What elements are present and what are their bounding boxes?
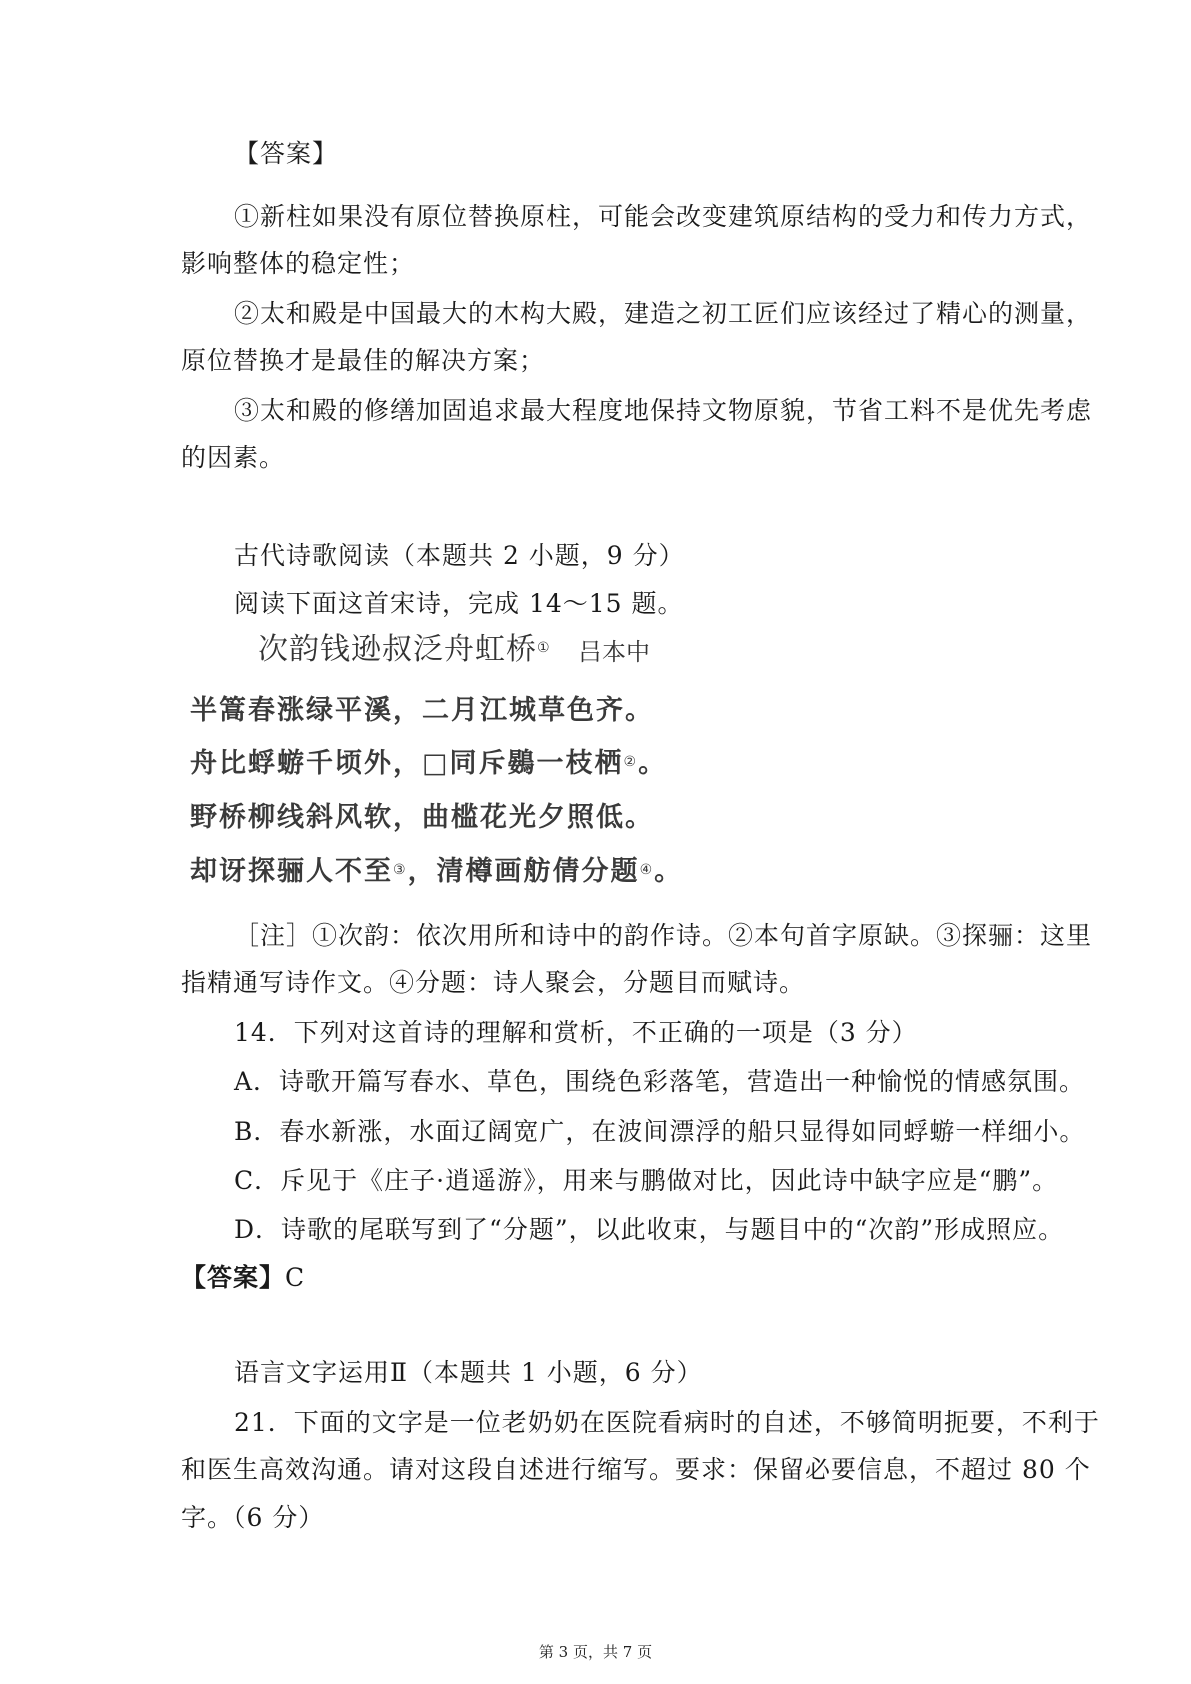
poem-line-4-note-1: ③	[393, 862, 408, 878]
poem-title-note: ①	[537, 640, 551, 656]
notes-line-2: 指精通写诗作文。④分题：诗人聚会，分题目而赋诗。	[181, 968, 806, 997]
answer-heading: 【答案】	[234, 139, 339, 168]
poem-line-4-part-2: ，清樽画舫倩分题	[407, 856, 640, 887]
poem-title-text: 次韵钱逊叔泛舟虹桥	[258, 632, 537, 667]
answer-item-1-line-2: 影响整体的稳定性；	[181, 249, 416, 278]
poem-line-4-end: 。	[654, 856, 684, 887]
answer-item-3-line-1: ③太和殿的修缮加固追求最大程度地保持文物原貌，节省工料不是优先考虑	[234, 396, 1093, 425]
poem-line-4	[190, 853, 683, 891]
answer-item-2-line-1: ②太和殿是中国最大的木构大殿，建造之初工匠们应该经过了精心的测量，	[234, 299, 1093, 328]
answer-item-3-line-2: 的因素。	[181, 443, 286, 472]
question-14-option-d: D．诗歌的尾联写到了“分题”，以此收束，与题目中的“次韵”形成照应。	[234, 1215, 1065, 1244]
poetry-section-heading: 古代诗歌阅读（本题共 2 小题，9 分）	[234, 541, 685, 570]
question-14-option-c: C．斥见于《庄子·逍遥游》，用来与鹏做对比，因此诗中缺字应是“鹏”。	[234, 1166, 1059, 1195]
question-21-line-3: 字。（6 分）	[181, 1503, 325, 1532]
poem-line-2-end: 。	[638, 748, 668, 779]
question-21-line-1: 21．下面的文字是一位老奶奶在医院看病时的自述，不够简明扼要，不利于	[234, 1408, 1100, 1437]
poem-line-2	[190, 745, 667, 783]
question-14-option-a: A．诗歌开篇写春水、草色，围绕色彩落笔，营造出一种愉悦的情感氛围。	[234, 1067, 1086, 1096]
page-footer: 第 3 页，共 7 页	[538, 1643, 653, 1661]
question-21-line-2: 和医生高效沟通。请对这段自述进行缩写。要求：保留必要信息，不超过 80 个	[181, 1455, 1091, 1484]
poem-line-2-text: 舟比蜉蝣千顷外，□同斥鷃一枝栖	[190, 748, 624, 779]
question-14-answer	[181, 1260, 305, 1296]
poetry-instruction: 阅读下面这首宋诗，完成 14～15 题。	[234, 589, 684, 618]
poem-author: 吕本中	[578, 638, 650, 666]
answer-item-2-line-2: 原位替换才是最佳的解决方案；	[181, 346, 546, 375]
poem-title	[258, 630, 551, 670]
question-14-answer-value: C	[285, 1263, 306, 1292]
question-14-option-b: B．春水新涨，水面辽阔宽广，在波间漂浮的船只显得如同蜉蝣一样细小。	[234, 1117, 1086, 1146]
question-14-answer-label: 【答案】	[181, 1263, 286, 1292]
question-14-stem: 14．下列对这首诗的理解和赏析，不正确的一项是（3 分）	[234, 1018, 918, 1047]
poem-line-1: 半篙春涨绿平溪，二月江城草色齐。	[190, 695, 654, 726]
notes-line-1: ［注］①次韵：依次用所和诗中的韵作诗。②本句首字原缺。③探骊：这里	[234, 921, 1093, 950]
language-section-heading: 语言文字运用Ⅱ（本题共 1 小题，6 分）	[234, 1358, 703, 1387]
answer-item-1-line-1: ①新柱如果没有原位替换原柱，可能会改变建筑原结构的受力和传力方式，	[234, 202, 1093, 231]
poem-line-3: 野桥柳线斜风软，曲槛花光夕照低。	[190, 802, 654, 833]
poem-line-4-part-1: 却讶探骊人不至	[190, 856, 393, 887]
poem-line-4-note-2: ④	[639, 862, 655, 878]
poem-line-2-note: ②	[623, 754, 639, 770]
